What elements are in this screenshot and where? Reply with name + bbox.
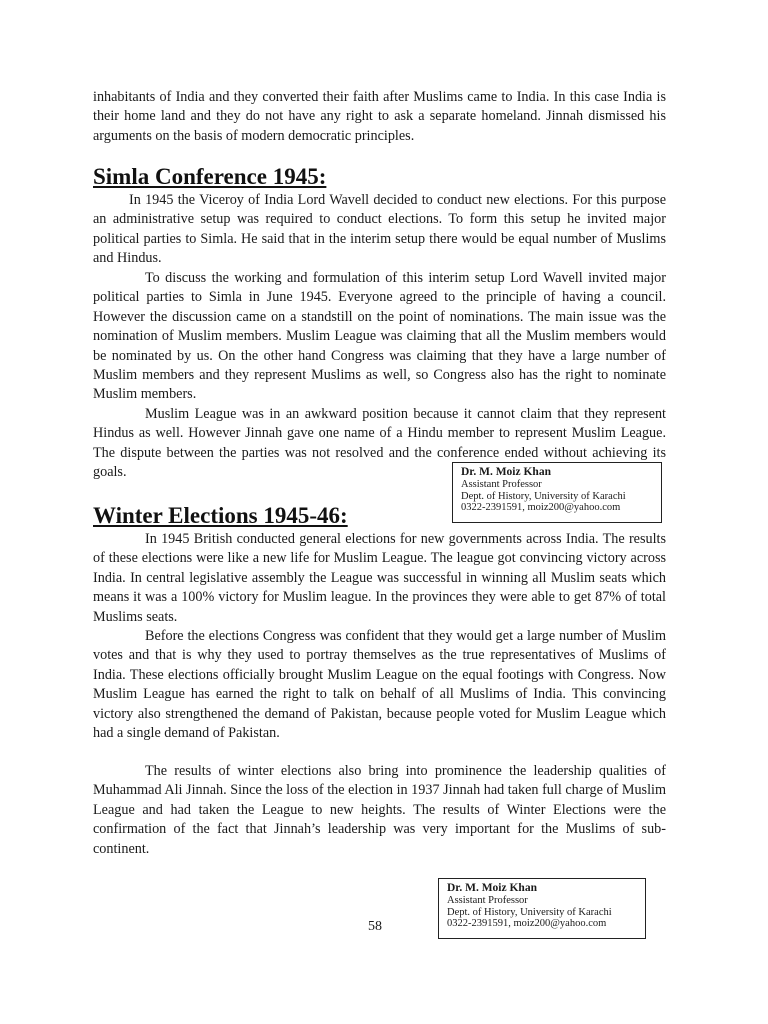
intro-paragraph: inhabitants of India and they converted their faith after Muslims came to India. In this case India is their home land and they do not have any right to ask a separate homeland. Jinnah dismissed his arguments on the basis of modern democratic principles. xyxy=(93,89,666,144)
author-card xyxy=(452,462,662,523)
author-title: Assistant Professor xyxy=(447,895,528,906)
author-department: Dept. of History, University of Karachi xyxy=(447,906,612,918)
simla-paragraph-1: In 1945 the Viceroy of India Lord Wavell decided to conduct new elections. For this purpose an administrative setup was required to conduct elections. To form this setup he invited major political parties to Simla. He said that in the interim setup there would be equal number of Muslims and Hindus. xyxy=(93,192,666,267)
winter-paragraph-1: In 1945 British conducted general elections for new governments across India. The results of these elections were like a new life for Muslim League. The league got convincing victory across India. In central legislative assembly the League was successful in winning all Muslim seats which means it was a 100% victory for Muslim league. In the provinces they were able to get 87% of total Muslims seats. xyxy=(93,531,666,625)
author-card-footer xyxy=(438,878,646,939)
author-title: Assistant Professor xyxy=(461,479,542,490)
simla-paragraph-3: Muslim League was in an awkward position because it cannot claim that they represent Hindus as well. However Jinnah gave one name of a Hindu member to represent Muslim League. The dispute between the parties was not resolved and the conference ended without achieving its goals. xyxy=(93,406,666,481)
simla-paragraph-2: To discuss the working and formulation of this interim setup Lord Wavell invited major political parties to Simla in June 1945. Everyone agreed to the principle of having a council. However the discussion came on a standstill on the point of nominations. The main issue was the nomination of Muslim members. Muslim League was claiming that all the Muslim members would be nominated by us. On the other hand Congress was claiming that they have a large number of Muslim members and they represent Muslims as well, so Congress also has the right to nominate Muslim members. xyxy=(93,270,666,403)
author-name: Dr. M. Moiz Khan xyxy=(461,466,551,478)
author-name: Dr. M. Moiz Khan xyxy=(447,882,537,894)
author-department: Dept. of History, University of Karachi xyxy=(461,490,626,502)
author-contact: 0322-2391591, moiz200@yahoo.com xyxy=(447,918,607,929)
page-number: 58 xyxy=(368,919,382,934)
section-heading-winter-elections: Winter Elections 1945-46: xyxy=(93,503,348,528)
section-heading-simla-conference: Simla Conference 1945: xyxy=(93,164,327,189)
winter-paragraph-2: Before the elections Congress was confident that they would get a large number of Muslim votes and that is why they used to portray themselves as the true representatives of Muslims of India. These elections officially brought Muslim League on the equal footings with Congress. Now Muslim League has earned the right to talk on behalf of all Muslims of India. This convincing victory also strengthened the demand of Pakistan, because people voted for Muslim League which had a single demand of Pakistan. xyxy=(93,628,666,742)
author-contact: 0322-2391591, moiz200@yahoo.com xyxy=(461,502,621,513)
winter-paragraph-3: The results of winter elections also bring into prominence the leadership qualities of Muhammad Ali Jinnah. Since the loss of the election in 1937 Jinnah had taken full charge of Muslim League and had taken the League to new heights. The results of Winter Elections were the confirmation of the fact that Jinnah’s leadership was very important for the Muslims of sub-continent. xyxy=(93,763,666,857)
